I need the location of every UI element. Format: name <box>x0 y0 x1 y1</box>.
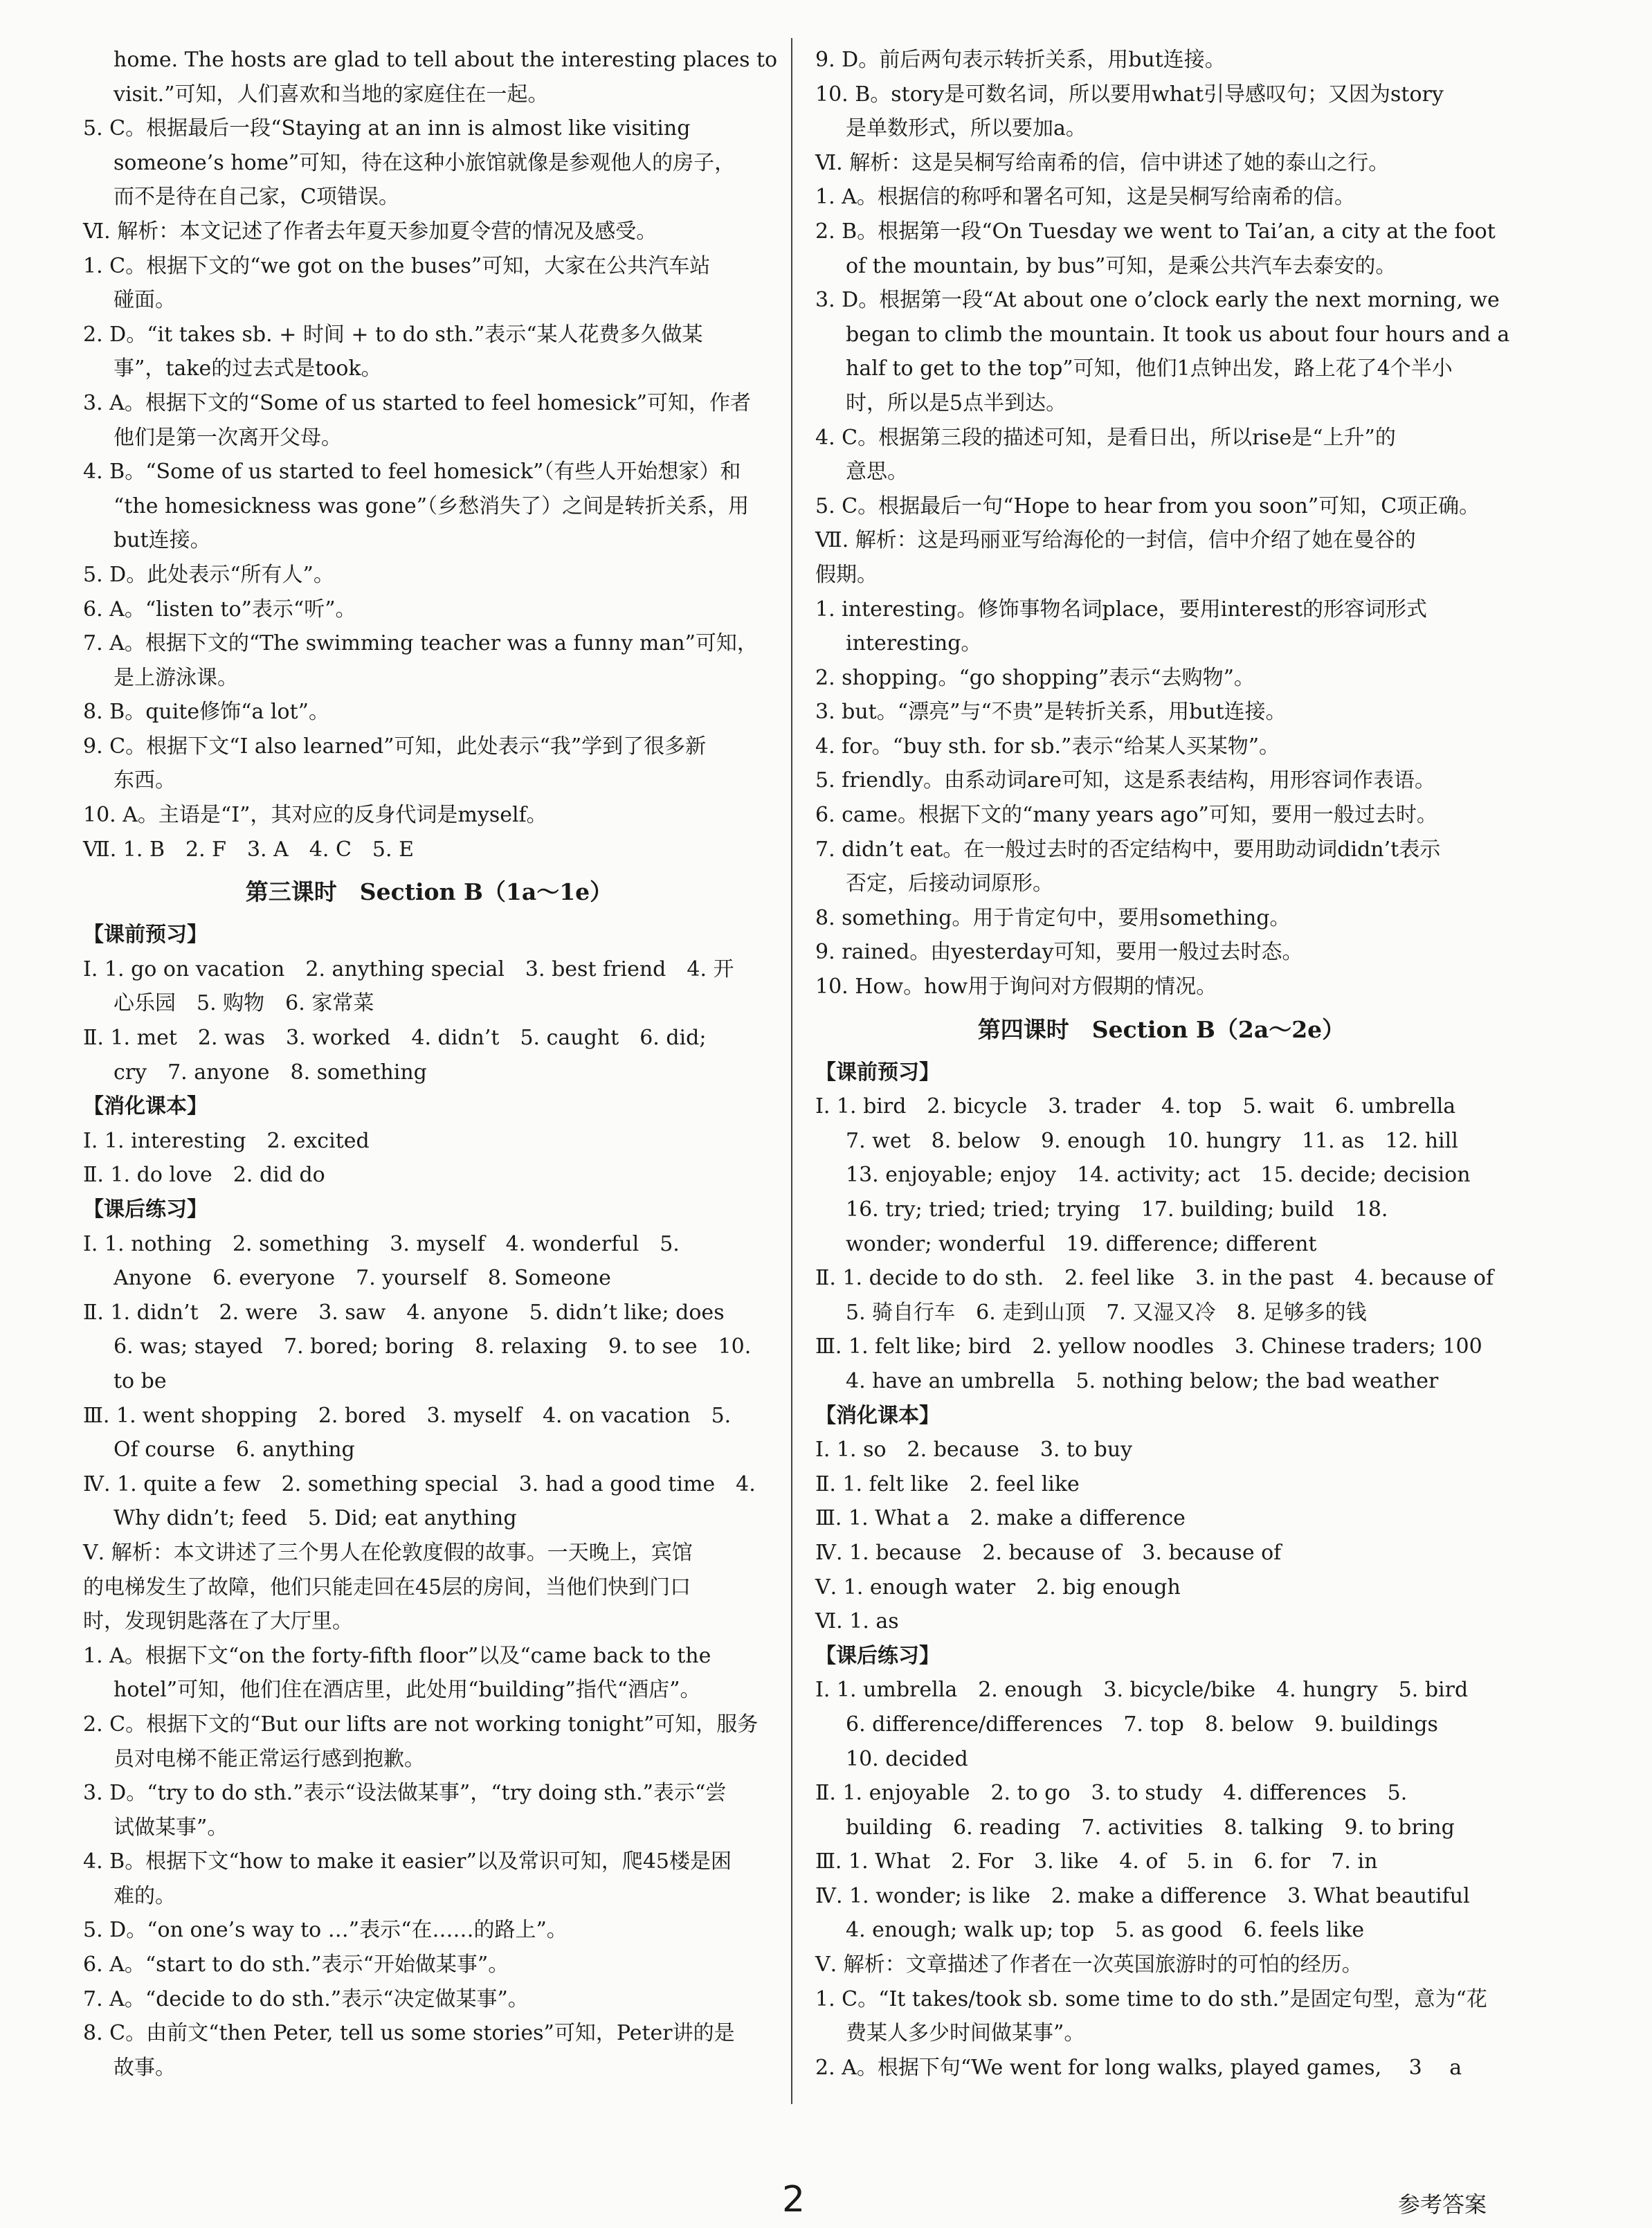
answer-line: 而不是待在自己家，C项错误。 <box>114 185 399 210</box>
answer-line: half to get to the top”可知，他们1点钟出发，路上花了4个半小 <box>846 356 1453 381</box>
answer-line: Of course 6. anything <box>114 1438 355 1462</box>
answer-line: someone’s home”可知，待在这种小旅馆就像是参观他人的房子， <box>114 150 736 175</box>
answer-line: 5. 骑自行车 6. 走到山顶 7. 又湿又冷 8. 足够多的钱 <box>846 1300 1367 1325</box>
answer-line: Ⅵ. 解析：这是吴桐写给南希的信，信中讲述了她的泰山之行。 <box>815 150 1390 175</box>
answer-line: 5. D。“on one’s way to …”表示“在……的路上”。 <box>83 1918 568 1943</box>
answer-line: 7. A。“decide to do sth.”表示“决定做某事”。 <box>83 1986 529 2011</box>
answer-line: 费某人多少时间做某事”。 <box>846 2021 1085 2046</box>
answer-line: 1. interesting。修饰事物名词place，要用interest的形容词形式 <box>815 597 1428 622</box>
answer-line: 1. C。“It takes/took sb. some time to do sth.”是固定句型，意为“花 <box>815 1986 1487 2011</box>
subsection-label: 【消化课本】 <box>83 1094 208 1119</box>
answer-line: Ⅲ. 1. What 2. For 3. like 4. of 5. in 6. for 7. in <box>815 1849 1378 1874</box>
answer-line: 1. C。根据下文的“we got on the buses”可知，大家在公共汽车站 <box>83 253 711 278</box>
answer-line: Ⅳ. 1. because 2. because of 3. because of <box>815 1540 1282 1565</box>
subsection-label: 【消化课本】 <box>815 1403 940 1428</box>
answer-line: 10. How。how用于询问对方假期的情况。 <box>815 975 1217 999</box>
answer-line: Anyone 6. everyone 7. yourself 8. Someone <box>114 1266 611 1291</box>
answer-line: wonder; wonderful 19. difference; different <box>846 1231 1317 1256</box>
answer-line: 6. difference/differences 7. top 8. below 9. buildings <box>846 1712 1438 1737</box>
answer-line: Ⅰ. 1. bird 2. bicycle 3. trader 4. top 5. wait 6. umbrella <box>815 1094 1456 1119</box>
answer-line: 6. was; stayed 7. bored; boring 8. relaxing 9. to see 10. <box>114 1334 752 1359</box>
answer-line: 8. C。由前文“then Peter, tell us some stories”可知，Peter讲的是 <box>83 2021 735 2046</box>
answer-line: 难的。 <box>114 1883 176 1908</box>
answer-line: 5. C。根据最后一句“Hope to hear from you soon”可知，C项正确。 <box>815 493 1480 518</box>
answer-line: 碰面。 <box>114 288 176 313</box>
answer-line: Ⅲ. 1. What a 2. make a difference <box>815 1506 1186 1531</box>
answer-line: Ⅱ. 1. didn’t 2. were 3. saw 4. anyone 5. didn’t like; does <box>83 1300 725 1325</box>
section-heading: 第四课时 Section B（2a～2e） <box>977 1015 1345 1043</box>
answer-line: 5. C。根据最后一段“Staying at an inn is almost like visiting <box>83 116 691 141</box>
answer-line: Ⅳ. 1. wonder; is like 2. make a difference 3. What beautiful <box>815 1883 1470 1908</box>
answer-line: 员对电梯不能正常运行感到抱歉。 <box>114 1746 425 1771</box>
answer-line: 4. for。“buy sth. for sb.”表示“给某人买某物”。 <box>815 734 1280 759</box>
answer-line: began to climb the mountain. It took us about four hours and a <box>846 322 1510 347</box>
answer-line: 他们是第一次离开父母。 <box>114 425 342 450</box>
answer-line: Ⅱ. 1. do love 2. did do <box>83 1163 325 1188</box>
answer-line: 6. A。“start to do sth.”表示“开始做某事”。 <box>83 1953 509 1977</box>
answer-line: 事”，take的过去式是took。 <box>114 356 382 381</box>
answer-line: 8. something。用于肯定句中，要用something。 <box>815 905 1291 930</box>
answer-line: 10. A。主语是“I”，其对应的反身代词是myself。 <box>83 803 547 828</box>
answer-line: 2. C。根据下文的“But our lifts are not working tonight”可知，服务 <box>83 1712 759 1737</box>
answer-line: 4. C。根据第三段的描述可知，是看日出，所以rise是“上升”的 <box>815 425 1396 450</box>
answer-line: 1. A。根据信的称呼和署名可知，这是吴桐写给南希的信。 <box>815 185 1355 210</box>
answer-line: 16. try; tried; tried; trying 17. building; build 18. <box>846 1197 1388 1222</box>
answer-line: Ⅲ. 1. went shopping 2. bored 3. myself 4. on vacation 5. <box>83 1403 732 1428</box>
answer-line: to be <box>114 1368 167 1393</box>
answer-line: 2. A。根据下句“We went for long walks, played games, 3 a <box>815 2055 1462 2080</box>
answer-line: 2. D。“it takes sb. + 时间 + to do sth.”表示“某人花费多久做某 <box>83 322 703 347</box>
answer-line: 的电梯发生了故障，他们只能走回在45层的房间，当他们快到门口 <box>83 1575 691 1600</box>
answer-line: 1. A。根据下文“on the forty-fifth floor”以及“came back to the <box>83 1643 711 1668</box>
answer-line: 7. didn’t eat。在一般过去时的否定结构中，要用助动词didn’t表示 <box>815 837 1441 862</box>
answer-line: Ⅴ. 1. enough water 2. big enough <box>815 1575 1181 1600</box>
left-column <box>83 43 778 2085</box>
answer-line: 心乐园 5. 购物 6. 家常菜 <box>114 991 374 1016</box>
answer-line: 3. A。根据下文的“Some of us started to feel homesick”可知，作者 <box>83 390 751 415</box>
answer-line: Ⅱ. 1. decide to do sth. 2. feel like 3. in the past 4. because of <box>815 1266 1494 1291</box>
answer-line: Ⅰ. 1. so 2. because 3. to buy <box>815 1438 1133 1462</box>
answer-line: 7. wet 8. below 9. enough 10. hungry 11. as 12. hill <box>846 1128 1458 1153</box>
answer-line: Ⅰ. 1. interesting 2. excited <box>83 1128 370 1153</box>
answer-line: Why didn’t; feed 5. Did; eat anything <box>114 1506 517 1531</box>
answer-line: building 6. reading 7. activities 8. talking 9. to bring <box>846 1815 1455 1840</box>
answer-line: 4. have an umbrella 5. nothing below; the bad weather <box>846 1368 1439 1393</box>
footer-label: 参考答案 <box>1398 2191 1487 2218</box>
answer-line: visit.”可知，人们喜欢和当地的家庭住在一起。 <box>114 82 549 107</box>
column-divider <box>791 38 792 2104</box>
subsection-label: 【课后练习】 <box>83 1197 208 1222</box>
answer-line: Ⅶ. 解析：这是玛丽亚写给海伦的一封信，信中介绍了她在曼谷的 <box>815 528 1416 553</box>
answer-line: 3. D。根据第一段“At about one o’clock early the next morning, we <box>815 288 1500 313</box>
answer-line: 6. came。根据下文的“many years ago”可知，要用一般过去时。 <box>815 803 1437 828</box>
answer-line: Ⅰ. 1. nothing 2. something 3. myself 4. wonderful 5. <box>83 1231 680 1256</box>
answer-line: 是上游泳课。 <box>114 665 238 690</box>
answer-line: 9. C。根据下文“I also learned”可知，此处表示“我”学到了很多新 <box>83 734 707 759</box>
answer-line: interesting。 <box>846 631 982 656</box>
answer-line: Ⅶ. 1. B 2. F 3. A 4. C 5. E <box>83 837 414 862</box>
answer-line: 2. B。根据第一段“On Tuesday we went to Tai’an, a city at the foot <box>815 219 1496 244</box>
answer-line: 时，发现钥匙落在了大厅里。 <box>83 1609 353 1634</box>
answer-line: of the mountain, by bus”可知，是乘公共汽车去泰安的。 <box>846 253 1397 278</box>
subsection-label: 【课前预习】 <box>83 923 208 948</box>
answer-line: hotel”可知，他们住在酒店里，此处用“building”指代“酒店”。 <box>114 1678 701 1703</box>
answer-line: 8. B。quite修饰“a lot”。 <box>83 700 329 725</box>
answer-line: 9. rained。由yesterday可知，要用一般过去时态。 <box>815 940 1303 965</box>
right-column <box>815 43 1510 2085</box>
answer-line: 5. D。此处表示“所有人”。 <box>83 562 334 587</box>
subsection-label: 【课后练习】 <box>815 1643 940 1668</box>
answer-line: but连接。 <box>114 528 211 553</box>
answer-line: Ⅴ. 解析：本文讲述了三个男人在伦敦度假的故事。一天晚上，宾馆 <box>83 1540 693 1565</box>
page-number: 2 <box>782 2179 806 2220</box>
subsection-label: 【课前预习】 <box>815 1060 940 1085</box>
answer-line: 5. friendly。由系动词are可知，这是系表结构，用形容词作表语。 <box>815 768 1436 793</box>
answer-line: 试做某事”。 <box>114 1815 228 1840</box>
answer-line: home. The hosts are glad to tell about the interesting places to <box>114 48 778 72</box>
answer-line: 7. A。根据下文的“The swimming teacher was a funny man”可知， <box>83 631 758 656</box>
answer-line: 假期。 <box>815 562 878 587</box>
answer-line: 13. enjoyable; enjoy 14. activity; act 15. decide; decision <box>846 1163 1471 1188</box>
answer-line: 4. B。“Some of us started to feel homesick”（有些人开始想家）和 <box>83 460 741 484</box>
answer-line: Ⅵ. 1. as <box>815 1609 899 1634</box>
answer-line: 3. D。“try to do sth.”表示“设法做某事”，“try doing sth.”表示“尝 <box>83 1781 727 1806</box>
answer-line: 10. decided <box>846 1746 968 1771</box>
answer-line: Ⅱ. 1. felt like 2. feel like <box>815 1471 1080 1496</box>
answer-line: “the homesickness was gone”（乡愁消失了）之间是转折关系，用 <box>114 493 750 518</box>
answer-line: 东西。 <box>114 768 176 793</box>
answer-line: Ⅱ. 1. enjoyable 2. to go 3. to study 4. differences 5. <box>815 1781 1408 1806</box>
section-heading: 第三课时 Section B（1a～1e） <box>245 878 613 906</box>
answer-line: 否定，后接动词原形。 <box>846 871 1053 896</box>
answer-line: 2. shopping。“go shopping”表示“去购物”。 <box>815 665 1255 690</box>
answer-line: 9. D。前后两句表示转折关系，用but连接。 <box>815 48 1226 72</box>
answer-line: 4. B。根据下文“how to make it easier”以及常识可知，爬45楼是困 <box>83 1849 732 1874</box>
answer-line: 时，所以是5点半到达。 <box>846 390 1067 415</box>
answer-line: 10. B。story是可数名词，所以要用what引导感叹句；又因为story <box>815 82 1444 107</box>
answer-line: 意思。 <box>846 460 908 484</box>
answer-line: 3. but。“漂亮”与“不贵”是转折关系，用but连接。 <box>815 700 1287 725</box>
answer-line: Ⅳ. 1. quite a few 2. something special 3. had a good time 4. <box>83 1471 756 1496</box>
answer-line: 是单数形式，所以要加a。 <box>846 116 1087 141</box>
answer-line: Ⅴ. 解析：文章描述了作者在一次英国旅游时的可怕的经历。 <box>815 1953 1363 1977</box>
answer-line: cry 7. anyone 8. something <box>114 1060 427 1085</box>
answer-line: Ⅰ. 1. umbrella 2. enough 3. bicycle/bike 4. hungry 5. bird <box>815 1678 1469 1703</box>
answer-line: 4. enough; walk up; top 5. as good 6. feels like <box>846 1918 1365 1943</box>
answer-line: Ⅱ. 1. met 2. was 3. worked 4. didn’t 5. caught 6. did; <box>83 1026 707 1051</box>
answer-line: Ⅲ. 1. felt like; bird 2. yellow noodles 3. Chinese traders; 100 <box>815 1334 1482 1359</box>
answer-line: Ⅰ. 1. go on vacation 2. anything special 3. best friend 4. 开 <box>83 957 734 981</box>
answer-line: Ⅵ. 解析：本文记述了作者去年夏天参加夏令营的情况及感受。 <box>83 219 657 244</box>
answer-line: 故事。 <box>114 2055 176 2080</box>
answer-line: 6. A。“listen to”表示“听”。 <box>83 597 356 622</box>
